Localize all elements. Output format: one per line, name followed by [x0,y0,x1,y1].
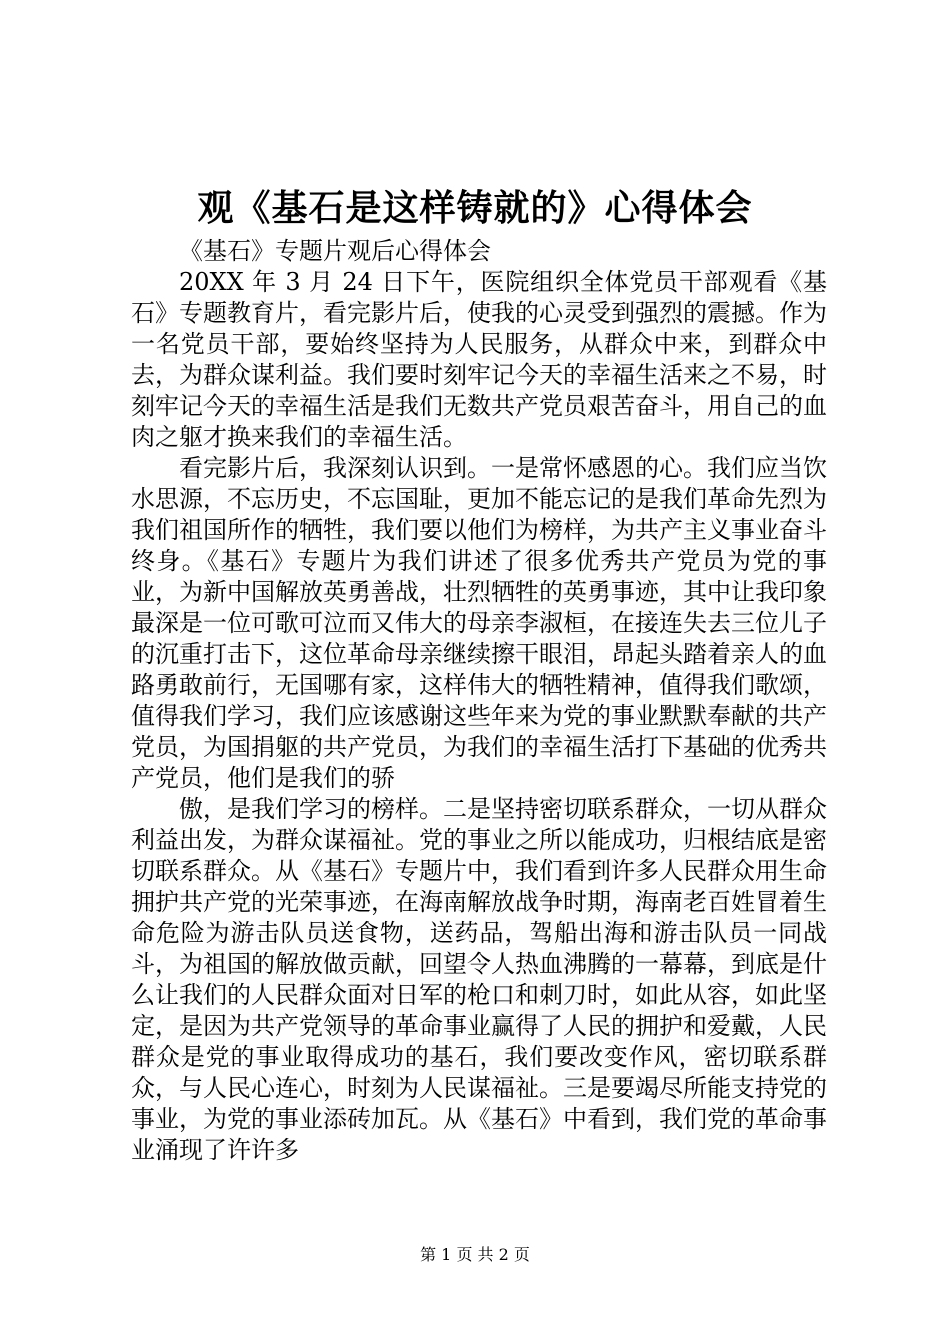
document-body [131,236,827,1166]
body-paragraph-1: 20XX 年 3 月 24 日下午，医院组织全体党员干部观看《基石》专题教育片，看完影片后，使我的心灵受到强烈的震撼。作为一名党员干部，要始终坚持为人民服务，从群众中来，到群众中去，为群众谋利益。我们要时刻牢记今天的幸福生活来之不易，时刻牢记今天的幸福生活是我们无数共产党员艰苦奋斗，用自己的血肉之躯才换来我们的幸福生活。 [131,268,827,451]
body-paragraph-2: 看完影片后，我深刻认识到。一是常怀感恩的心。我们应当饮水思源，不忘历史，不忘国耻，更加不能忘记的是我们革命先烈为我们祖国所作的牺牲，我们要以他们为榜样，为共产主义事业奋斗终身。《基石》专题片为我们讲述了很多优秀共产党员为党的事业，为新中国解放英勇善战，壮烈牺牲的英勇事迹，其中让我印象最深是一位可歌可泣而又伟大的母亲李淑桓，在接连失去三位儿子的沉重打击下，这位革命母亲继续擦干眼泪，昂起头踏着亲人的血路勇敢前行，无国哪有家，这样伟大的牺牲精神，值得我们歌颂，值得我们学习，我们应该感谢这些年来为党的事业默默奉献的共产党员，为国捐躯的共产党员，为我们的幸福生活打下基础的优秀共产党员，他们是我们的骄 [131,454,827,792]
body-paragraph-3: 傲，是我们学习的榜样。二是坚持密切联系群众，一切从群众利益出发，为群众谋福祉。党的事业之所以能成功，归根结底是密切联系群众。从《基石》专题片中，我们看到许多人民群众用生命拥护共产党的光荣事迹，在海南解放战争时期，海南老百姓冒着生命危险为游击队员送食物，送药品，驾船出海和游击队员一同战斗，为祖国的解放做贡献，回望令人热血沸腾的一幕幕，到底是什么让我们的人民群众面对日军的枪口和刺刀时，如此从容，如此坚定，是因为共产党领导的革命事业赢得了人民的拥护和爱戴，人民群众是党的事业取得成功的基石，我们要改变作风，密切联系群众，与人民心连心，时刻为人民谋福祉。三是要竭尽所能支持党的事业，为党的事业添砖加瓦。从《基石》中看到，我们党的革命事业涌现了许许多 [131,795,827,1164]
page-footer: 第 1 页 共 2 页 [420,1245,530,1264]
document-title: 观《基石是这样铸就的》心得体会 [197,187,753,229]
subtitle-paragraph: 《基石》专题片观后心得体会 [179,237,491,265]
